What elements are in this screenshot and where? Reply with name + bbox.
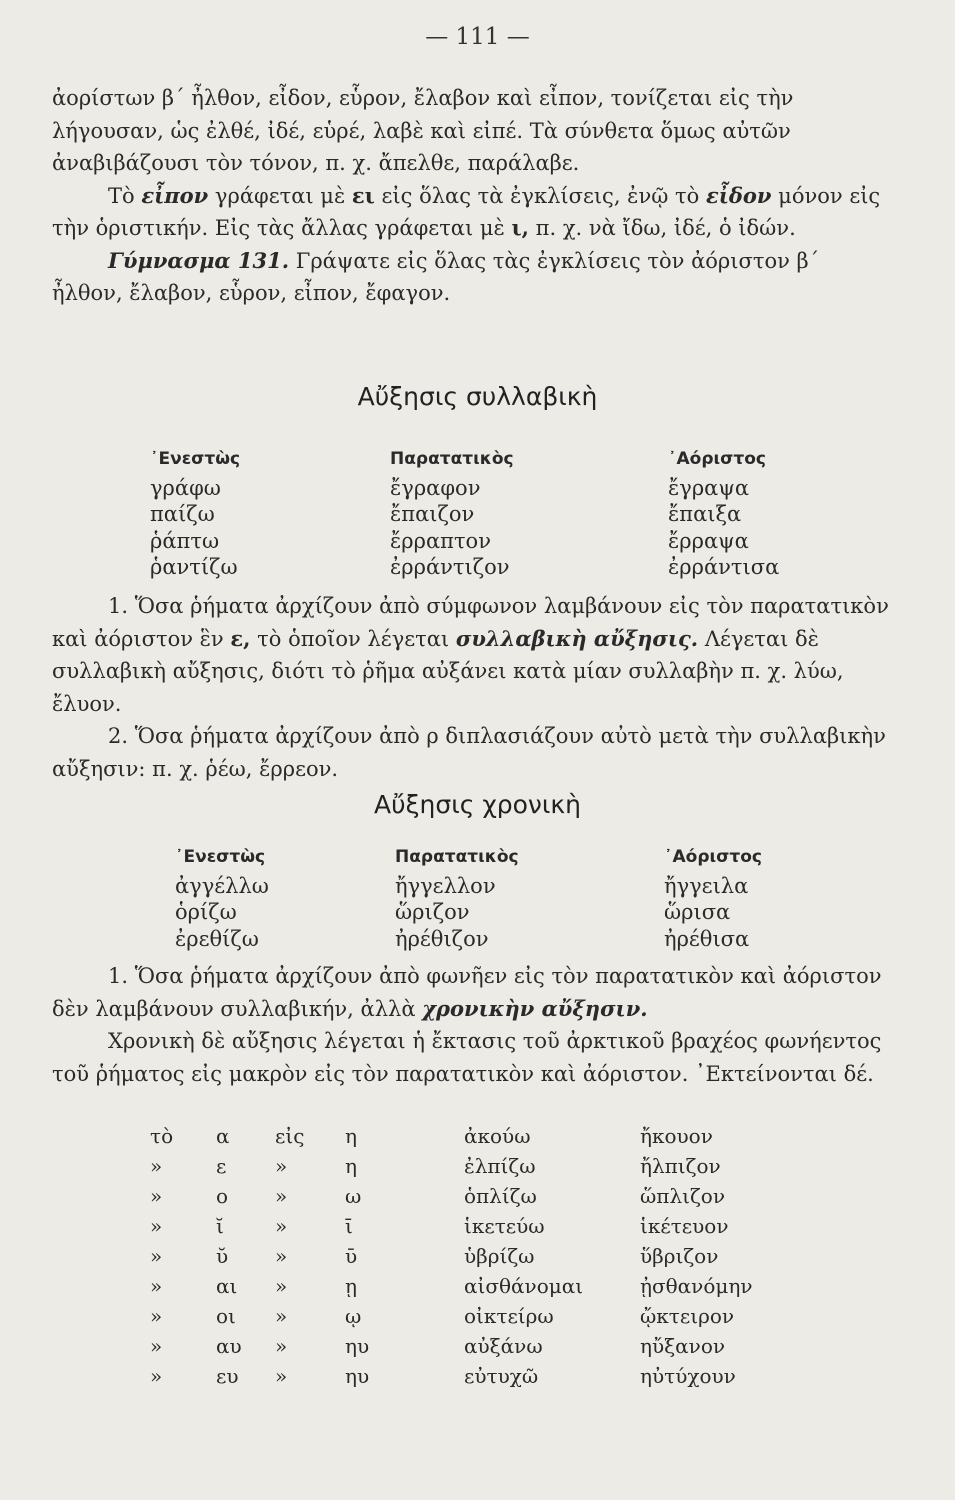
exercise-label: Γύμνασμα 131. [108,247,290,273]
vowel-table-cell-past: ἤλπιζον [640,1154,721,1178]
vowel-table-cell-present: ὁπλίζω [464,1184,537,1208]
vowel-table-cell-mid: » [275,1274,288,1298]
vowel-table-cell-pre: » [150,1364,163,1388]
vowel-table-cell-mid: εἰς [275,1124,305,1148]
vowel-table-cell-past: ὕβριζον [640,1244,719,1268]
vowel-table-cell-from: αι [216,1274,238,1298]
vowel-table-cell-mid: » [275,1154,288,1178]
temporal-rule-2: Χρονικὴ δὲ αὔξησις λέγεται ἡ ἔκτασις τοῦ ἀρκτικοῦ βραχέος φωνήεντος τοῦ ῥήματος εἰς μακρὸν εἰς τὸν παρατατικὸν καὶ ἀόριστον. ᾿Εκτείνονται δέ. [52,1029,882,1086]
vowel-table-cell-to: ω [345,1184,362,1208]
vowel-table-cell-pre: » [150,1244,163,1268]
vowel-table-cell-past: ὥπλιζον [640,1184,726,1208]
intro-text [52,82,894,310]
vowel-table-cell-to: ῑ [345,1214,353,1238]
temporal-col-aorist: ᾿Αόριστος ἤγγειλα ὥρισα ἠρέθισα [664,847,762,951]
vowel-table-cell-past: ηὔξανον [640,1334,726,1358]
vowel-table-cell-past: ᾐσθανόμην [640,1274,753,1298]
vowel-table-cell-from: ῐ [216,1214,224,1238]
intro-paragraph-2: Τὸ εἶπον γράφεται μὲ ει εἰς ὅλας τὰ ἐγκλίσεις, ἐνῷ τὸ εἶδον μόνον εἰς τὴν ὁριστικήν. Εἰς τὰς ἄλλας γράφεται μὲ ι, π. χ. νὰ ἴδω, ἰδέ, ὁ ἰδών. [52,182,881,240]
vowel-table-cell-pre: » [150,1214,163,1238]
vowel-table-cell-present: ἱκετεύω [464,1214,545,1238]
vowel-table-cell-pre: » [150,1274,163,1298]
vowel-table-cell-present: αὐξάνω [464,1334,543,1358]
vowel-table-cell-pre: » [150,1334,163,1358]
vowel-table-cell-to: ῡ [345,1244,358,1268]
vowel-table-cell-to: ηυ [345,1364,370,1388]
syllabic-col-imperfect: Παρατατικὸς ἔγραφον ἔπαιζον ἔρραπτον ἐρράντιζον [390,449,514,579]
vowel-table-cell-to: η [345,1124,357,1148]
vowel-table-cell-past: ἱκέτευον [640,1214,729,1238]
page-number: — 111 — [425,24,530,50]
vowel-table-cell-from: ευ [216,1364,239,1388]
vowel-table-cell-mid: » [275,1244,288,1268]
vowel-table-cell-to: η [345,1154,357,1178]
vowel-table-cell-present: αἰσθάνομαι [464,1274,584,1298]
vowel-table-cell-present: ἐλπίζω [464,1154,536,1178]
vowel-table-cell-to: ῃ [345,1274,357,1298]
vowel-table-cell-present: οἰκτείρω [464,1304,554,1328]
vowel-table-cell-past: ηὐτύχουν [640,1364,736,1388]
vowel-table-cell-pre: » [150,1184,163,1208]
syllabic-rule-2: 2. Ὅσα ῥήματα ἀρχίζουν ἀπὸ ρ διπλασιάζουν αὐτὸ μετὰ τὴν συλλαβικὴν αὔξησιν: π. χ. ῥέω, ἔρρεον. [52,724,886,781]
vowel-table-cell-from: οι [216,1304,236,1328]
vowel-table-cell-present: ὑβρίζω [464,1244,535,1268]
vowel-table-cell-mid: » [275,1214,288,1238]
syllabic-rules [52,590,894,785]
intro-paragraph-1: ἀορίστων β΄ ἦλθον, εἶδον, εὗρον, ἔλαβον καὶ εἶπον, τονίζεται εἰς τὴν λήγουσαν, ὡς ἐλθέ, ἰδέ, εὑρέ, λαβὲ καὶ εἰπέ. Τὰ σύνθετα ὅμως αὐτῶν ἀναβιβάζουσι τὸν τόνον, π. χ. ἄπελθε, παράλαβε. [52,86,794,175]
vowel-table-cell-from: αυ [216,1334,242,1358]
vowel-table-cell-present: εὐτυχῶ [464,1364,539,1388]
temporal-rules [52,960,894,1090]
section-heading-temporal: Αὔξησις χρονικὴ [374,790,581,819]
syllabic-col-aorist: ᾿Αόριστος ἔγραψα ἔπαιξα ἔρραψα ἐρράντισα [668,449,780,579]
vowel-table-cell-pre: τὸ [150,1124,174,1148]
vowel-table-cell-from: ε [216,1154,227,1178]
vowel-table-cell-past: ἤκουον [640,1124,713,1148]
syllabic-rule-1: 1. Ὅσα ῥήματα ἀρχίζουν ἀπὸ σύμφωνον λαμβάνουν εἰς τὸν παρατατικὸν καὶ ἀόριστον ἓν ε, τὸ ὁποῖον λέγεται συλλαβικὴ αὔξησις. Λέγεται δὲ συλλαβικὴ αὔξησις, διότι τὸ ῥῆμα αὐξάνει κατὰ μίαν συλλαβὴν π. χ. λύω, ἔλυον. [52,594,889,716]
vowel-table-cell-mid: » [275,1304,288,1328]
vowel-table-cell-from: α [216,1124,230,1148]
temporal-col-present: ᾿Ενεστὼς ἀγγέλλω ὁρίζω ἐρεθίζω [175,847,269,951]
vowel-table-cell-past: ᾤκτειρον [640,1304,735,1328]
syllabic-col-present: ᾿Ενεστὼς γράφω παίζω ῥάπτω ῥαντίζω [150,449,241,579]
section-heading-syllabic: Αὔξησις συλλαβικὴ [357,382,598,411]
vowel-table-cell-mid: » [275,1364,288,1388]
vowel-table-cell-from: ο [216,1184,229,1208]
exercise-paragraph: Γύμνασμα 131. Γράψατε εἰς ὅλας τὰς ἐγκλίσεις τὸν ἀόριστον β΄ ἦλθον, ἔλαβον, εὗρον, εἶπον, ἔφαγον. [52,247,820,305]
vowel-table-cell-present: ἀκούω [464,1124,531,1148]
vowel-table-cell-pre: » [150,1154,163,1178]
vowel-table-cell-to: ηυ [345,1334,370,1358]
vowel-table-cell-mid: » [275,1334,288,1358]
vowel-table-cell-to: ῳ [345,1304,362,1328]
temporal-col-imperfect: Παρατατικὸς ἤγγελλον ὥριζον ἠρέθιζον [395,847,519,951]
vowel-table-cell-mid: » [275,1184,288,1208]
temporal-rule-1: 1. Ὅσα ῥήματα ἀρχίζουν ἀπὸ φωνῆεν εἰς τὸν παρατατικὸν καὶ ἀόριστον δὲν λαμβάνουν συλλαβικήν, ἀλλὰ χρονικὴν αὔξησιν. [52,964,882,1021]
vowel-table-cell-from: ῠ [216,1244,229,1268]
vowel-table-cell-pre: » [150,1304,163,1328]
